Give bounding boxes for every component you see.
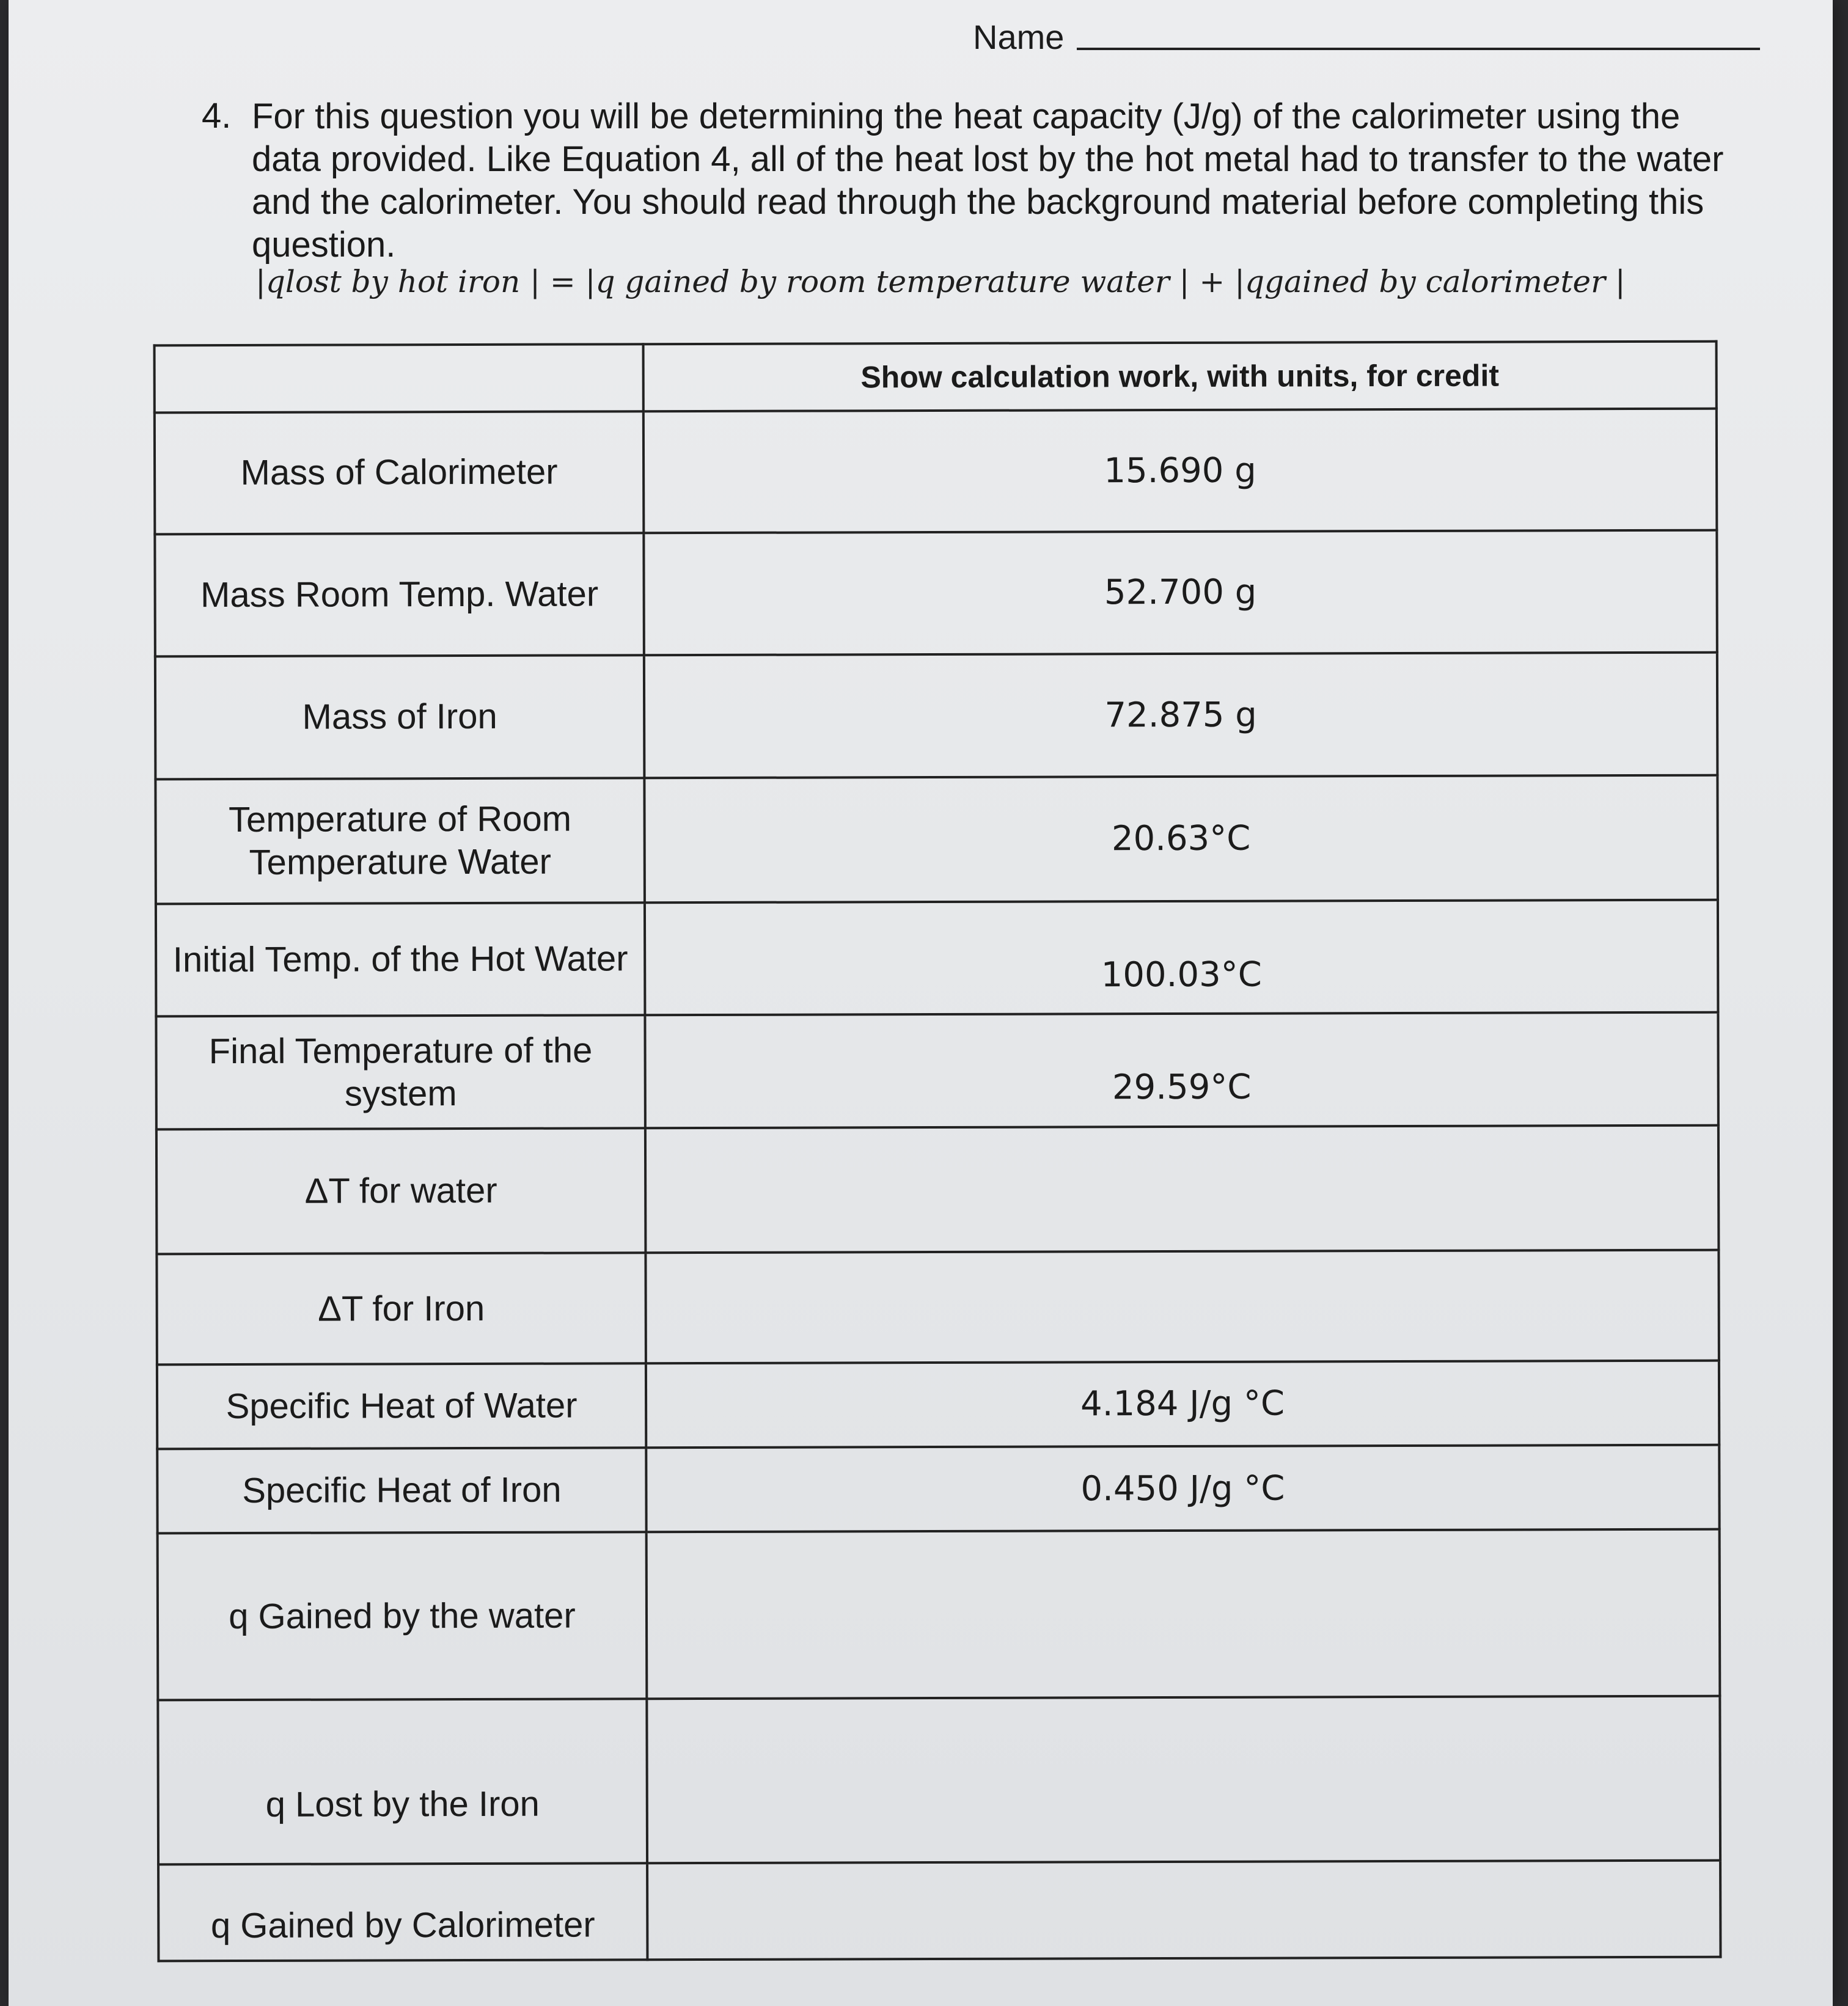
row-value[interactable]: 20.63°C bbox=[644, 775, 1718, 902]
calorimeter-data-table bbox=[153, 340, 1722, 1963]
name-label: Name bbox=[973, 18, 1065, 56]
row-label: ΔT for water bbox=[156, 1128, 646, 1254]
row-label: Final Temperature of the system bbox=[156, 1016, 645, 1130]
question-text: For this question you will be determining the heat capacity (J/g) of the calorimeter using the data provided. Like Equation 4, all of the heat lost by the hot metal had to transfer to the water and the calorimeter. You should read through the background material before completing this question. bbox=[252, 97, 1724, 265]
heat-balance-equation: |qlost by hot iron | = |q gained by room temperature water | + |qgained by calorimeter | bbox=[255, 264, 1626, 299]
row-value[interactable] bbox=[645, 1126, 1719, 1253]
row-value[interactable] bbox=[647, 1696, 1720, 1863]
table-row bbox=[158, 1529, 1720, 1700]
row-value[interactable] bbox=[645, 1250, 1718, 1363]
table-row bbox=[157, 1445, 1719, 1534]
row-label: Specific Heat of Water bbox=[157, 1363, 646, 1449]
row-label: q Gained by the water bbox=[158, 1532, 647, 1700]
row-label: ΔT for Iron bbox=[156, 1253, 645, 1365]
row-value[interactable]: 29.59°C bbox=[645, 1012, 1718, 1128]
table-row bbox=[157, 1360, 1719, 1449]
row-label: Mass of Iron bbox=[155, 655, 645, 779]
header-instructions: Show calculation work, with units, for credit bbox=[644, 342, 1717, 412]
row-value[interactable]: 100.03°C bbox=[645, 900, 1718, 1016]
row-label: Specific Heat of Iron bbox=[157, 1448, 646, 1533]
table-row bbox=[156, 1250, 1718, 1364]
row-value[interactable]: 72.875 g bbox=[644, 653, 1718, 778]
table-row bbox=[158, 1860, 1720, 1961]
row-value[interactable]: 52.700 g bbox=[644, 530, 1717, 655]
row-value[interactable]: 15.690 g bbox=[644, 409, 1717, 533]
table-row bbox=[156, 1126, 1719, 1254]
row-value[interactable] bbox=[647, 1860, 1720, 1960]
row-value[interactable] bbox=[647, 1529, 1720, 1699]
table-row bbox=[158, 1696, 1720, 1864]
table-row bbox=[156, 1012, 1718, 1129]
row-label: q Lost by the Iron bbox=[158, 1699, 647, 1864]
name-input-line[interactable] bbox=[1077, 48, 1760, 50]
row-label: Temperature of Room Temperature Water bbox=[155, 778, 645, 904]
table-row bbox=[155, 653, 1718, 779]
row-label: Initial Temp. of the Hot Water bbox=[156, 902, 645, 1017]
question-number: 4. bbox=[202, 96, 232, 136]
table-header-row bbox=[155, 342, 1717, 413]
header-blank-cell bbox=[155, 344, 644, 412]
table-row bbox=[156, 900, 1718, 1017]
table-row bbox=[155, 775, 1718, 904]
table-row bbox=[155, 530, 1717, 656]
row-label: q Gained by Calorimeter bbox=[158, 1863, 647, 1961]
row-value[interactable]: 4.184 J/g °C bbox=[646, 1360, 1719, 1448]
worksheet-page bbox=[9, 0, 1833, 2006]
table-row bbox=[155, 409, 1717, 534]
row-label: Mass of Calorimeter bbox=[155, 412, 644, 535]
row-value[interactable]: 0.450 J/g °C bbox=[646, 1445, 1719, 1532]
row-label: Mass Room Temp. Water bbox=[155, 533, 644, 657]
